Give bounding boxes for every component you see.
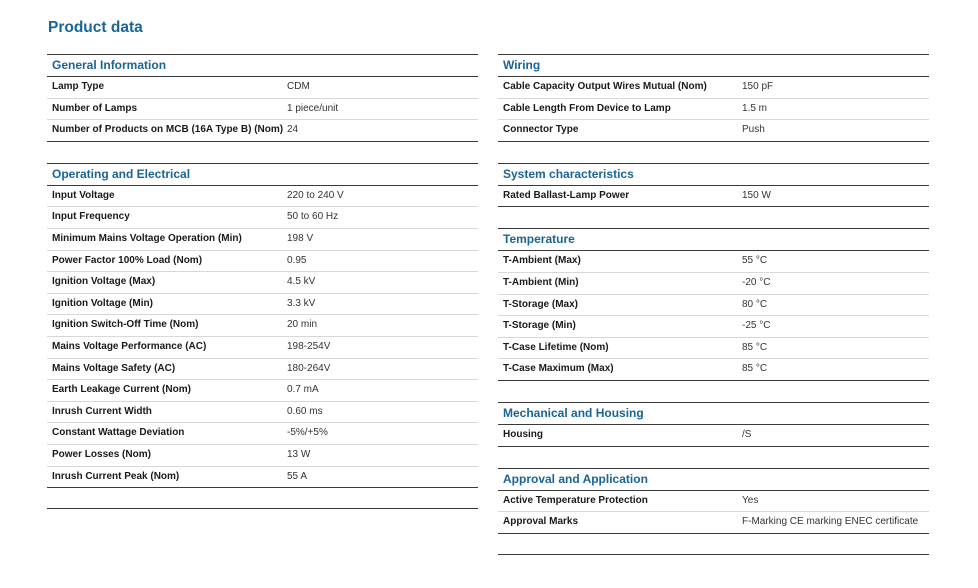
spec-label: Approval Marks xyxy=(503,516,579,528)
spec-value: 85 °C xyxy=(742,363,768,375)
spec-row xyxy=(47,380,478,402)
spec-row xyxy=(47,315,478,337)
section-general-information xyxy=(47,54,478,142)
end-divider xyxy=(498,554,929,555)
spec-value: 55 A xyxy=(287,470,308,482)
spec-label: Ignition Voltage (Min) xyxy=(52,297,153,309)
section-title: System characteristics xyxy=(498,164,929,186)
spec-row xyxy=(498,491,929,513)
spec-label: Number of Lamps xyxy=(52,102,138,114)
spec-row xyxy=(47,445,478,467)
spec-row xyxy=(47,120,478,141)
section-title: Wiring xyxy=(498,55,929,77)
spec-label: Cable Capacity Output Wires Mutual (Nom) xyxy=(503,81,707,92)
spec-row xyxy=(498,120,929,141)
spec-value: 85 °C xyxy=(742,341,768,353)
spec-rows xyxy=(498,251,929,381)
spec-value: -20 °C xyxy=(742,276,771,288)
page-title: Product data xyxy=(48,19,143,36)
spec-label: Housing xyxy=(503,428,543,440)
spec-row xyxy=(47,229,478,251)
spec-value: 150 W xyxy=(742,189,771,201)
spec-label: T-Storage (Max) xyxy=(503,298,579,310)
spec-value: 220 to 240 V xyxy=(287,189,344,201)
spec-value: 3.3 kV xyxy=(287,297,316,309)
spec-label: Lamp Type xyxy=(52,81,105,92)
end-spacer xyxy=(47,488,478,508)
spec-label: Mains Voltage Safety (AC) xyxy=(52,362,176,374)
spec-row xyxy=(498,99,929,121)
section-title: Temperature xyxy=(498,229,929,251)
spec-label: T-Case Maximum (Max) xyxy=(503,363,614,375)
spec-rows xyxy=(47,186,478,488)
spec-label: Minimum Mains Voltage Operation (Min) xyxy=(52,232,242,244)
spec-row xyxy=(47,207,478,229)
spec-label: Number of Products on MCB (16A Type B) (Nom) xyxy=(52,124,284,136)
spec-value: 24 xyxy=(287,124,299,136)
spec-value: 0.95 xyxy=(287,254,307,266)
spec-label: Ignition Switch-Off Time (Nom) xyxy=(52,319,199,331)
spec-row xyxy=(498,273,929,295)
spec-value: 13 W xyxy=(287,448,311,460)
spec-label: Mains Voltage Performance (AC) xyxy=(52,340,207,352)
spec-value: 198-254V xyxy=(287,340,331,352)
spec-label: T-Storage (Min) xyxy=(503,320,576,332)
spec-label: Inrush Current Width xyxy=(52,405,152,417)
spec-label: Power Factor 100% Load (Nom) xyxy=(52,254,203,266)
spec-value: 180-264V xyxy=(287,362,331,374)
section-title: General Information xyxy=(47,55,478,77)
spec-rows xyxy=(498,425,929,447)
spec-row xyxy=(47,186,478,208)
section-wiring xyxy=(498,54,929,142)
spec-value: 0.60 ms xyxy=(287,405,323,417)
spec-rows xyxy=(498,77,929,142)
spec-value: CDM xyxy=(287,81,310,92)
spec-value: 4.5 kV xyxy=(287,276,316,288)
spec-row xyxy=(47,251,478,273)
spec-row xyxy=(498,316,929,338)
spec-label: Active Temperature Protection xyxy=(503,494,648,506)
spec-row xyxy=(47,272,478,294)
spec-row xyxy=(498,251,929,273)
section-spacer xyxy=(498,207,929,228)
spec-rows xyxy=(498,491,929,534)
section-system-characteristics xyxy=(498,163,929,208)
end-divider xyxy=(47,508,478,509)
spec-row xyxy=(47,77,478,99)
section-title: Mechanical and Housing xyxy=(498,403,929,425)
spec-row xyxy=(498,359,929,380)
spec-label: Power Losses (Nom) xyxy=(52,448,151,460)
spec-row xyxy=(47,402,478,424)
spec-row xyxy=(498,186,929,207)
spec-label: Input Voltage xyxy=(52,189,115,201)
spec-value: 50 to 60 Hz xyxy=(287,211,339,223)
right-column xyxy=(498,54,929,555)
spec-row xyxy=(47,423,478,445)
spec-row xyxy=(47,99,478,121)
spec-row xyxy=(47,337,478,359)
section-operating-and-electrical xyxy=(47,163,478,488)
spec-row xyxy=(47,294,478,316)
spec-label: Connector Type xyxy=(503,124,579,136)
spec-value: 80 °C xyxy=(742,298,768,310)
section-approval-and-application xyxy=(498,468,929,534)
section-spacer xyxy=(498,142,929,163)
spec-row xyxy=(498,512,929,533)
spec-label: T-Case Lifetime (Nom) xyxy=(503,341,609,353)
spec-label: T-Ambient (Min) xyxy=(503,276,579,288)
spec-row xyxy=(498,295,929,317)
spec-row xyxy=(47,467,478,488)
spec-label: Cable Length From Device to Lamp xyxy=(503,102,671,114)
spec-value: /S xyxy=(742,428,752,440)
section-temperature xyxy=(498,228,929,381)
spec-value: 1 piece/unit xyxy=(287,102,339,114)
left-column xyxy=(47,54,478,509)
section-spacer xyxy=(47,142,478,163)
spec-row xyxy=(498,425,929,446)
section-spacer xyxy=(498,381,929,402)
spec-label: Input Frequency xyxy=(52,211,130,223)
spec-value: 55 °C xyxy=(742,255,768,267)
spec-row xyxy=(498,338,929,360)
spec-value: -25 °C xyxy=(742,320,771,332)
spec-rows xyxy=(47,77,478,142)
spec-row xyxy=(498,77,929,99)
section-spacer xyxy=(498,447,929,468)
spec-row xyxy=(47,359,478,381)
spec-value: 198 V xyxy=(287,232,314,244)
spec-value: 1.5 m xyxy=(742,102,768,114)
end-spacer xyxy=(498,534,929,554)
spec-value: -5%/+5% xyxy=(287,427,328,439)
spec-value: Yes xyxy=(742,494,759,506)
spec-value: 0.7 mA xyxy=(287,384,319,396)
spec-value: Push xyxy=(742,124,765,136)
section-title: Operating and Electrical xyxy=(47,164,478,186)
spec-value: 150 pF xyxy=(742,81,774,92)
spec-label: Earth Leakage Current (Nom) xyxy=(52,384,191,396)
spec-label: Ignition Voltage (Max) xyxy=(52,276,156,288)
spec-label: Rated Ballast-Lamp Power xyxy=(503,189,630,201)
spec-label: T-Ambient (Max) xyxy=(503,255,581,267)
spec-label: Inrush Current Peak (Nom) xyxy=(52,470,180,482)
spec-value: 20 min xyxy=(287,319,318,331)
spec-label: Constant Wattage Deviation xyxy=(52,427,185,439)
section-mechanical-and-housing xyxy=(498,402,929,447)
spec-value: F-Marking CE marking ENEC certificate xyxy=(742,516,919,528)
section-title: Approval and Application xyxy=(498,469,929,491)
spec-rows xyxy=(498,186,929,208)
